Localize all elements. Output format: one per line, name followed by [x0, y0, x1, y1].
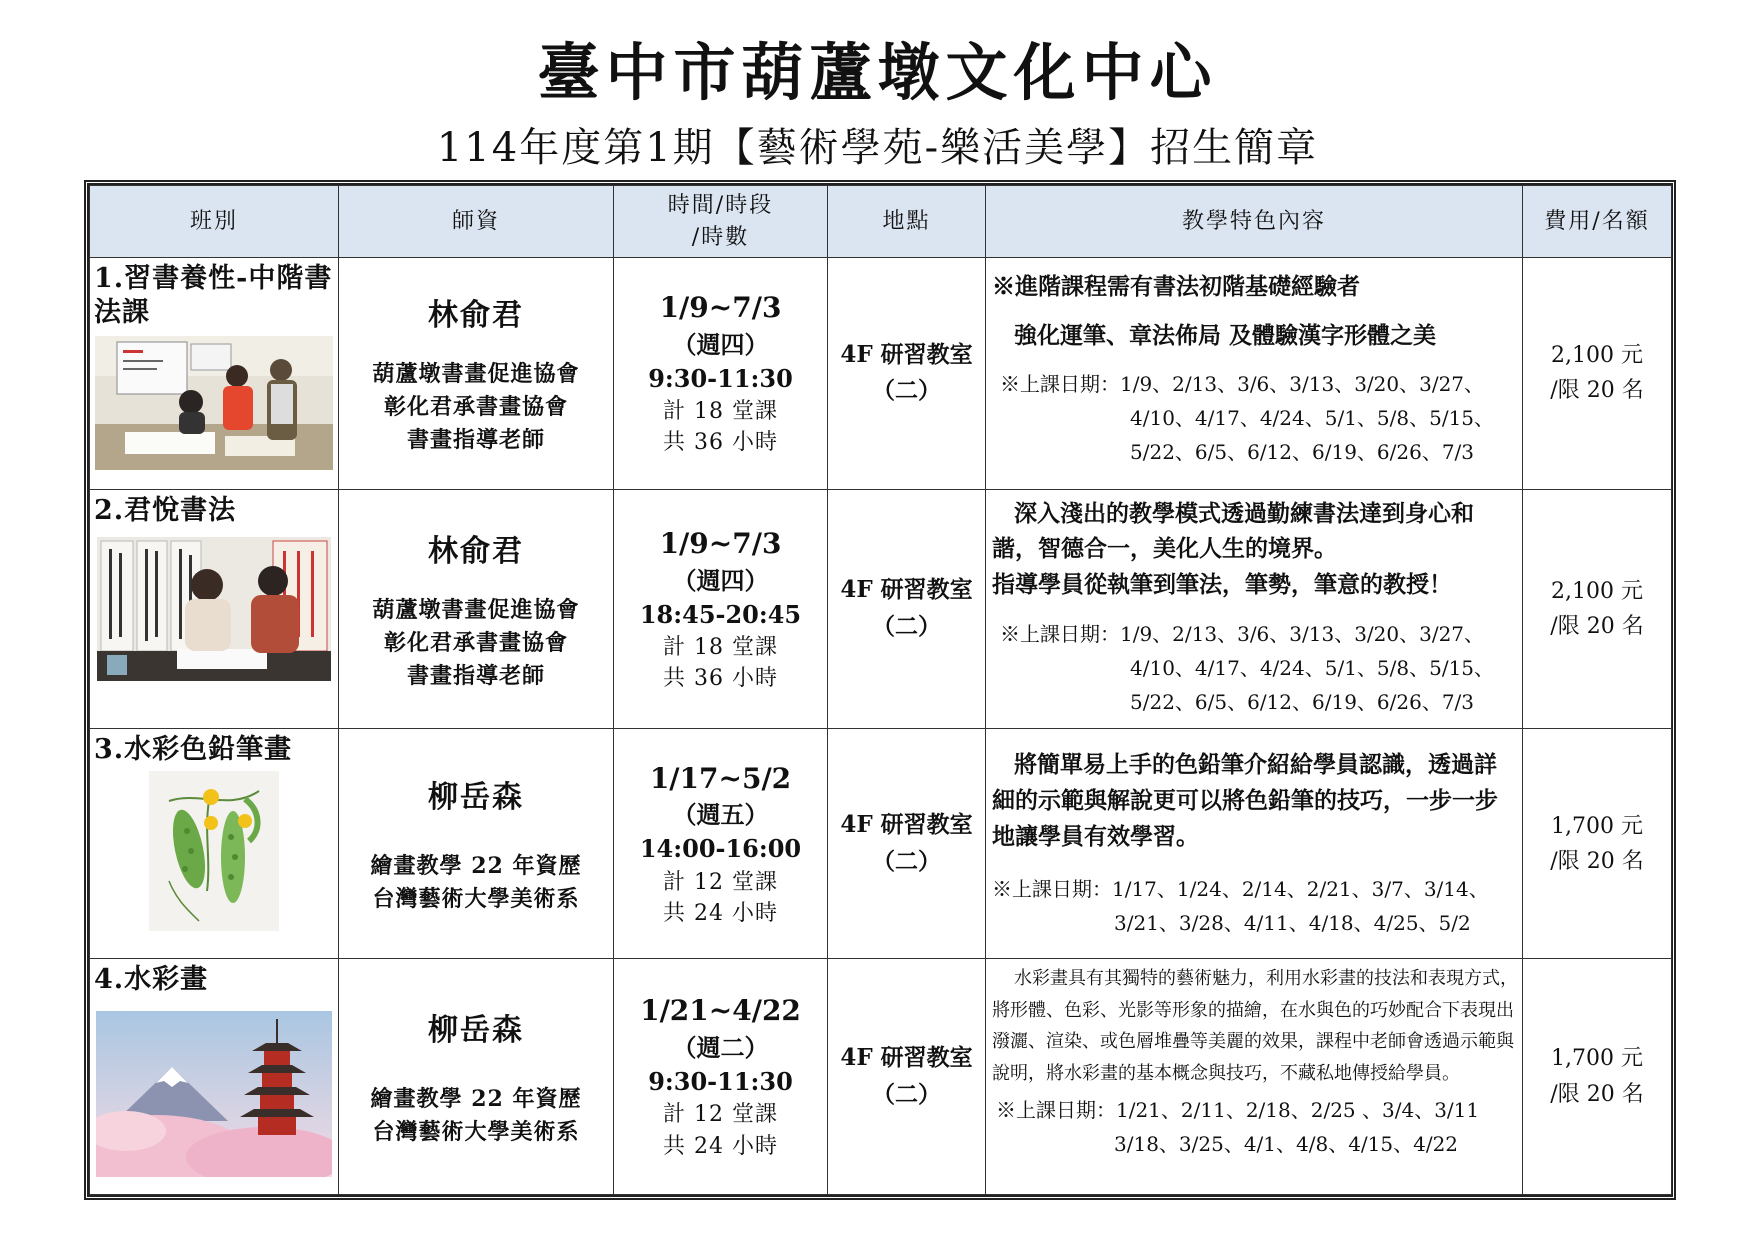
class-dates-line: 4/10、4/17、4/24、5/1、5/8、5/15、 — [1130, 655, 1495, 680]
date-range: 1/9~7/3 — [659, 291, 782, 325]
place-room: 4F 研習教室 — [840, 340, 973, 368]
time-slot: 9:30-11:30 — [648, 364, 793, 393]
class-cell — [90, 729, 339, 959]
class-cell — [90, 258, 339, 490]
teacher-cell — [339, 258, 614, 490]
place-room-number: （二） — [872, 613, 941, 641]
teacher-name: 林俞君 — [428, 297, 524, 333]
class-photo-bitter-melon-drawing — [149, 771, 279, 931]
table-row — [90, 258, 1672, 490]
time-slot: 9:30-11:30 — [648, 1067, 793, 1097]
col-header-place: 地點 — [828, 186, 986, 258]
course-table-frame — [84, 180, 1676, 1200]
document-title: 114年度第1期【藝術學苑-樂活美學】招生簡章 — [436, 125, 1319, 171]
table-row — [90, 959, 1672, 1195]
time-cell — [614, 489, 828, 729]
description-text: 將簡單易上手的色鉛筆介紹給學員認識，透過詳細的示範與解說更可以將色鉛筆的技巧，一步一步地讓學員有效學習。 — [992, 751, 1498, 850]
col-header-time — [614, 186, 828, 258]
description-text: 水彩畫具有其獨特的藝術魅力，利用水彩畫的技法和表現方式，將形體、色彩、光影等形象的描繪，在水與色的巧妙配合下表現出潑灑、渲染、或色層堆疊等美麗的效果，課程中老師會透過示範與說明，將水彩畫的基本概念與技巧，不藏私地傳授給學員。 — [992, 968, 1518, 1084]
class-name: 4.水彩畫 — [94, 964, 209, 996]
time-slot: 14:00-16:00 — [639, 834, 802, 864]
description-text: 指導學員從執筆到筆法，筆勢，筆意的教授！ — [992, 571, 1452, 598]
class-name: 1.習書養性-中階書法課 — [94, 263, 333, 328]
place-room: 4F 研習教室 — [840, 1043, 973, 1071]
class-cell — [90, 959, 339, 1195]
class-dates-line: ※上課日期：1/9、2/13、3/6、3/13、3/20、3/27、 — [1000, 372, 1485, 396]
session-count: 計 18 堂課 — [663, 634, 778, 660]
date-range: 1/17~5/2 — [649, 761, 792, 795]
weekday: （週四） — [672, 565, 769, 595]
weekday: （週五） — [672, 800, 769, 830]
teacher-credential: 繪畫教學 22 年資歷 — [370, 1085, 582, 1112]
col-header-time-line1: 時間/時段 — [667, 192, 774, 218]
teacher-name: 林俞君 — [428, 533, 524, 569]
teacher-name: 柳岳森 — [428, 779, 524, 815]
weekday: （週四） — [672, 329, 769, 359]
class-cell — [90, 489, 339, 729]
col-header-desc: 教學特色內容 — [986, 186, 1523, 258]
class-dates-line: ※上課日期：1/17、1/24、2/14、2/21、3/7、3/14、 — [992, 877, 1489, 902]
fee-cell — [1523, 959, 1672, 1195]
teacher-cell — [339, 489, 614, 729]
col-header-fee: 費用/名額 — [1523, 186, 1672, 258]
total-hours: 共 24 小時 — [663, 1133, 778, 1159]
session-count: 計 12 堂課 — [663, 1102, 778, 1128]
time-cell — [614, 258, 828, 490]
class-photo-calligraphy — [95, 336, 333, 470]
fee-quota: /限 20 名 — [1550, 1081, 1644, 1107]
fee-quota: /限 20 名 — [1550, 848, 1644, 874]
fee-amount: 2,100 元 — [1551, 578, 1643, 604]
class-dates-line: 5/22、6/5、6/12、6/19、6/26、7/3 — [1130, 440, 1475, 464]
teacher-credential: 葫蘆墩書畫促進協會 — [372, 360, 580, 387]
class-dates-line: 5/22、6/5、6/12、6/19、6/26、7/3 — [1130, 689, 1475, 714]
class-dates — [992, 617, 1518, 719]
class-dates-line: 3/18、3/25、4/1、4/8、4/15、4/22 — [1114, 1132, 1459, 1157]
table-header-row — [90, 186, 1672, 258]
teacher-cell — [339, 959, 614, 1195]
teacher-credential: 台灣藝術大學美術系 — [372, 1118, 580, 1145]
place-cell — [828, 258, 986, 490]
session-count: 計 18 堂課 — [663, 399, 778, 425]
place-room-number: （二） — [872, 847, 941, 875]
table-row — [90, 729, 1672, 959]
fee-amount: 1,700 元 — [1551, 813, 1643, 839]
time-cell — [614, 729, 828, 959]
fee-quota: /限 20 名 — [1550, 614, 1644, 640]
description-cell — [986, 729, 1523, 959]
fee-amount: 1,700 元 — [1551, 1046, 1643, 1072]
description-text: 強化運筆、章法佈局 及體驗漢字形體之美 — [1014, 321, 1437, 349]
class-dates-line: ※上課日期：1/9、2/13、3/6、3/13、3/20、3/27、 — [1000, 621, 1485, 646]
time-cell — [614, 959, 828, 1195]
total-hours: 共 24 小時 — [663, 900, 778, 926]
fee-cell — [1523, 489, 1672, 729]
col-header-class: 班別 — [90, 186, 339, 258]
description-note: ※進階課程需有書法初階基礎經驗者 — [992, 273, 1360, 300]
place-cell — [828, 489, 986, 729]
place-room-number: （二） — [872, 377, 941, 405]
teacher-credential: 葫蘆墩書畫促進協會 — [372, 596, 580, 623]
class-dates — [992, 872, 1518, 940]
col-header-time-line2: /時數 — [691, 224, 750, 250]
class-dates-line: 4/10、4/17、4/24、5/1、5/8、5/15、 — [1130, 406, 1495, 430]
time-slot: 18:45-20:45 — [639, 599, 802, 629]
description-cell — [986, 959, 1523, 1195]
class-photo-watercolor-pagoda — [96, 1011, 332, 1177]
description-cell — [986, 258, 1523, 490]
place-cell — [828, 729, 986, 959]
teacher-credential: 書畫指導老師 — [406, 426, 545, 453]
place-room-number: （二） — [872, 1080, 941, 1108]
description-cell — [986, 489, 1523, 729]
place-room: 4F 研習教室 — [840, 576, 973, 604]
total-hours: 共 36 小時 — [663, 430, 778, 456]
teacher-credential: 台灣藝術大學美術系 — [372, 885, 580, 912]
class-name: 3.水彩色鉛筆畫 — [94, 734, 293, 766]
col-header-teacher: 師資 — [339, 186, 614, 258]
class-dates — [992, 367, 1518, 469]
fee-quota: /限 20 名 — [1550, 378, 1644, 404]
class-dates — [992, 1093, 1518, 1161]
date-range: 1/9~7/3 — [659, 526, 782, 560]
teacher-credential: 彰化君承書畫協會 — [383, 393, 568, 420]
teacher-credential: 繪畫教學 22 年資歷 — [370, 852, 582, 879]
course-table — [89, 185, 1672, 1195]
organization-title: 臺中市葫蘆墩文化中心 — [537, 36, 1218, 109]
class-name: 2.君悅書法 — [94, 494, 237, 526]
table-row — [90, 489, 1672, 729]
total-hours: 共 36 小時 — [663, 666, 778, 692]
description-text: 深入淺出的教學模式透過勤練書法達到身心和諧，智德合一，美化人生的境界。 — [992, 499, 1474, 563]
class-dates-line: 3/21、3/28、4/11、4/18、4/25、5/2 — [1114, 911, 1471, 936]
fee-cell — [1523, 258, 1672, 490]
teacher-cell — [339, 729, 614, 959]
weekday: （週二） — [672, 1033, 769, 1063]
teacher-credential: 彰化君承書畫協會 — [383, 629, 568, 656]
date-range: 1/21~4/22 — [640, 994, 801, 1028]
class-photo-calligraphy — [97, 537, 331, 681]
teacher-name: 柳岳森 — [428, 1012, 524, 1048]
session-count: 計 12 堂課 — [663, 869, 778, 895]
class-dates-line: ※上課日期：1/21、2/11、2/18、2/25 、3/4、3/11 — [996, 1098, 1480, 1123]
place-room: 4F 研習教室 — [840, 811, 973, 839]
fee-cell — [1523, 729, 1672, 959]
teacher-credential: 書畫指導老師 — [406, 662, 545, 689]
place-cell — [828, 959, 986, 1195]
fee-amount: 2,100 元 — [1551, 343, 1643, 369]
